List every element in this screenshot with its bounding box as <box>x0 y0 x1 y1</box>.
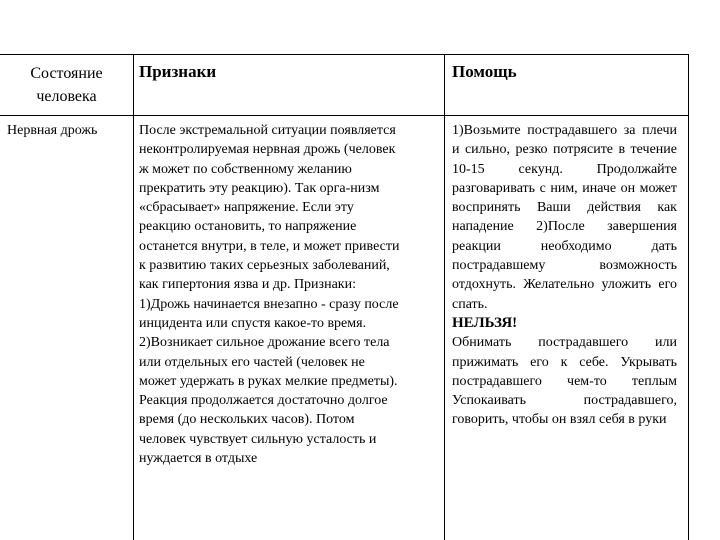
cell-state: Нервная дрожь <box>7 123 98 138</box>
column-divider-2 <box>444 54 445 540</box>
signs-line: время (до нескольких часов). Потом <box>139 412 355 428</box>
signs-line: как гипертония язва и др. Признаки: <box>139 277 356 293</box>
signs-line: реакцию остановить, то напряжение <box>139 219 357 235</box>
help-text-part2: Обнимать пострадавшего или прижимать его к себе. Укрывать пострадавшего чем-то теплым Успокаивать пострадавшего, говорить, чтобы он взял себя в руки <box>452 335 677 428</box>
signs-line: ж может по собственному желанию <box>139 161 352 177</box>
signs-line: может удержать в руках мелкие предметы). <box>139 373 398 389</box>
signs-line: к развитию таких серьезных заболеваний, <box>139 258 390 274</box>
header-help: Помощь <box>452 62 517 81</box>
column-divider-1 <box>133 54 134 540</box>
signs-line: Реакция продолжается достаточно долгое <box>139 393 388 409</box>
table-right-border <box>688 54 689 540</box>
help-forbidden-heading: НЕЛЬЗЯ! <box>452 314 518 331</box>
signs-line: неконтролируемая нервная дрожь (человек <box>139 142 396 158</box>
header-bottom-border <box>0 115 689 116</box>
help-text-part1: 1)Возьмите пострадавшего за плечи и сильно, резко потрясите в течение 10-15 секунд. Продолжайте разговаривать с ним, иначе он может воспринять Ваши действия как нападение 2)После завершения реакции необходимо дать пострадавшему возможность отдохнуть. Желательно уложить его спать. <box>452 123 677 312</box>
signs-line: «сбрасывает» напряжение. Если эту <box>139 200 354 216</box>
signs-line: нуждается в отдыхе <box>139 451 258 467</box>
header-signs: Признаки <box>139 62 217 81</box>
signs-line: или отдельных его частей (человек не <box>139 354 365 370</box>
signs-line: останется внутри, в теле, и может привести <box>139 238 400 254</box>
header-state: Состояние человека <box>30 65 103 105</box>
signs-line: 1)Дрожь начинается внезапно - сразу после <box>139 296 399 312</box>
signs-line: прекратить эту реакцию). Так орга-низм <box>139 180 380 196</box>
cell-signs <box>139 121 441 468</box>
signs-line: человек чувствует сильную усталость и <box>139 431 377 447</box>
table-top-border <box>0 54 689 55</box>
signs-line: После экстремальной ситуации появляется <box>139 123 396 138</box>
signs-line: инцидента или спустя какое-то время. <box>139 315 367 331</box>
cell-help <box>452 121 677 430</box>
signs-line: 2)Возникает сильное дрожание всего тела <box>139 335 390 351</box>
